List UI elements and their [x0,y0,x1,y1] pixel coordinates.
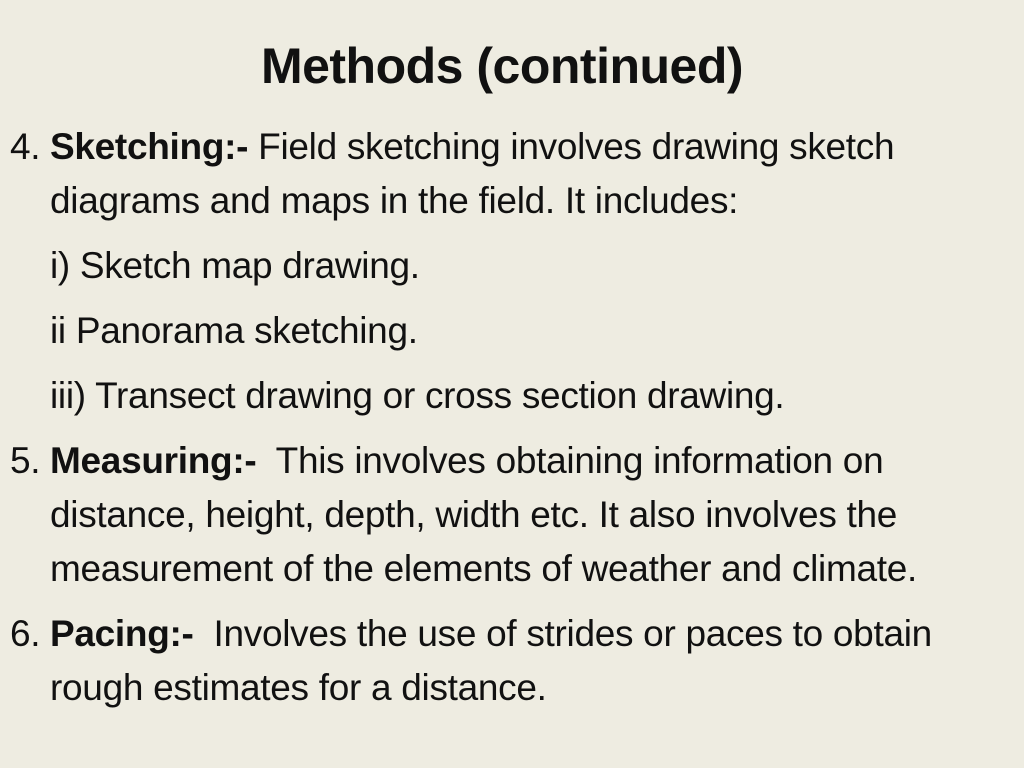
list-item-measuring [10,434,1014,596]
list-item-sketching [10,120,1014,228]
item-number: 5. [10,440,41,481]
item-term: Measuring:- [50,440,257,481]
sub-item-panorama: ii Panorama sketching. [50,310,418,351]
item-text: Field sketching involves drawing sketch diagrams and maps in the field. It includes: [50,126,905,221]
slide-body [10,120,1014,726]
sub-item-sketch-map: i) Sketch map drawing. [50,245,420,286]
item-term: Sketching:- [50,126,249,167]
item-number: 4. [10,126,41,167]
item-text: Involves the use of strides or paces to obtain rough estimates for a distance. [50,613,942,708]
slide-title: Methods (continued) [260,38,744,94]
item-text: This involves obtaining information on distance, height, depth, width etc. It also involves the measurement of the elements of weather and climate. [50,440,917,589]
item-number: 6. [10,613,41,654]
item-term: Pacing:- [50,613,194,654]
list-item-pacing [10,607,1014,715]
sub-item-transect: iii) Transect drawing or cross section drawing. [50,375,785,416]
